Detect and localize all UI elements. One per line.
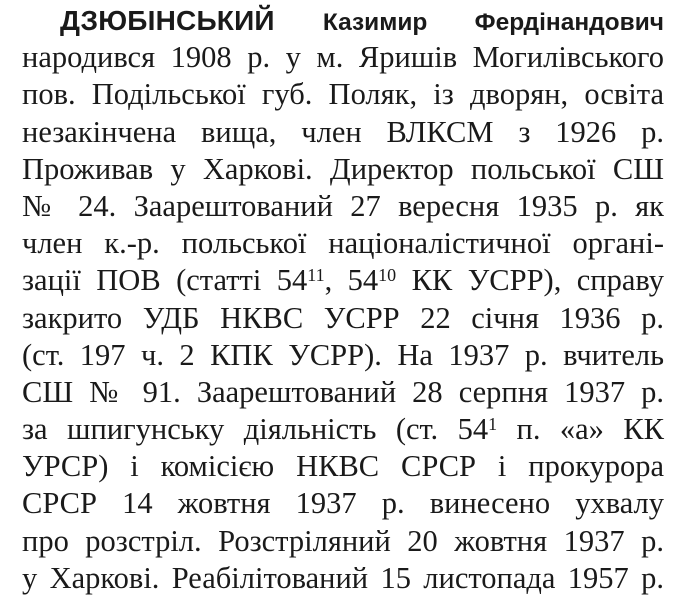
text-line: УРСР) і комісією НКВС СРСР і прокурора xyxy=(22,449,664,484)
text-line-articles xyxy=(22,262,664,299)
entry-heading-line xyxy=(22,2,664,39)
text-line: про розстріл. Розстріляний 20 жовтня 1937 р. xyxy=(22,523,664,558)
entry-given-names: Казимир Фердінандович xyxy=(322,9,664,36)
text-line: член к.-р. польської націоналістичної органі- xyxy=(22,226,664,261)
text-line: у Харкові. Реабілітований 15 листопада 1957 р. xyxy=(22,560,664,595)
text-segment: зації ПОВ (статті 54 xyxy=(22,263,308,298)
article-superscript: 1 xyxy=(488,414,498,435)
text-line: народився 1908 р. у м. Яришів Могилівського xyxy=(22,40,664,75)
text-line: незакінчена вища, член ВЛКСМ з 1926 р. xyxy=(22,114,664,149)
article-superscript: 10 xyxy=(378,265,397,286)
text-line: закрито УДБ НКВС УСРР 22 січня 1936 р. xyxy=(22,300,664,335)
article-superscript: 11 xyxy=(307,265,325,286)
text-line: № 24. Заарештований 27 вересня 1935 р. як xyxy=(22,188,664,223)
text-line: (ст. 197 ч. 2 КПК УСРР). На 1937 р. вчитель xyxy=(22,337,664,372)
text-line: пов. Подільської губ. Поляк, із дворян, освіта xyxy=(22,77,664,112)
text-segment: п. «а» КК xyxy=(497,412,664,447)
text-line: СШ № 91. Заарештований 28 серпня 1937 р. xyxy=(22,374,664,409)
entry-surname: ДЗЮБІНСЬКИЙ xyxy=(60,5,275,36)
text-line: Проживав у Харкові. Директор польської СШ xyxy=(22,151,664,186)
text-segment: за шпигунську діяльність (ст. 54 xyxy=(22,412,489,447)
text-segment: КК УСРР), справу xyxy=(396,263,665,298)
text-line-article xyxy=(22,411,664,448)
text-line: СРСР 14 жовтня 1937 р. винесено ухвалу xyxy=(22,486,664,521)
biographical-entry xyxy=(22,2,664,597)
text-segment: , 54 xyxy=(324,263,379,298)
